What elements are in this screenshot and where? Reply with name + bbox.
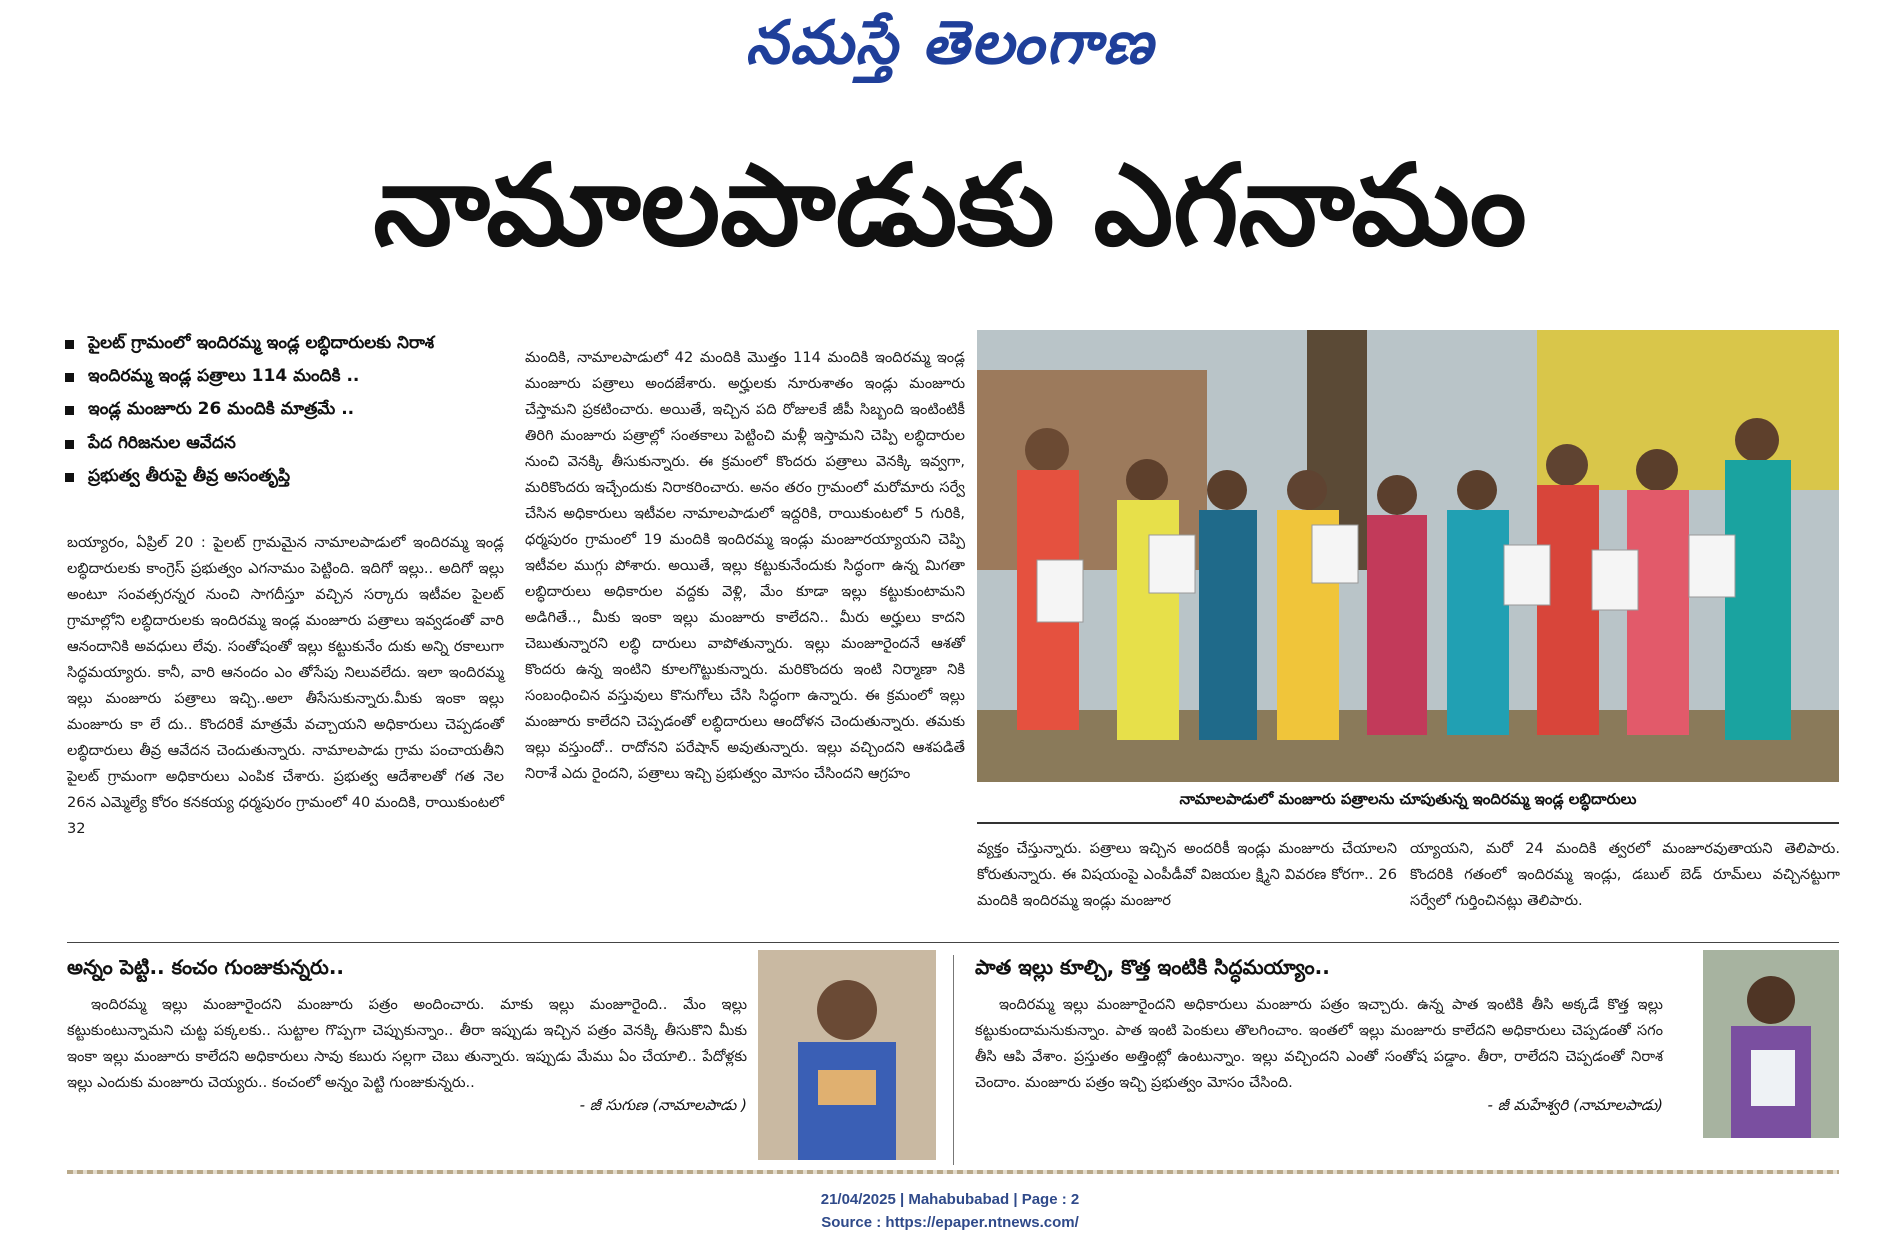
footer-strip <box>67 1170 1839 1174</box>
news-photo-beneficiaries <box>977 330 1839 782</box>
article-column-2: మందికి, నామాలపాడులో 42 మందికి మొత్తం 114 మందికి ఇందిరమ్మ ఇండ్ల మంజూరు పత్రాలు అందజేశారు. అర్హులకు నూరుశాతం ఇండ్లు మంజూరు చేస్తామని ప్రకటించారు. అయితే, ఇచ్చిన పది రోజులకే జీపీ సిబ్బంది ఇంటింటికీ తిరిగి మంజూరు పత్రాల్లో సంతకాలు పెట్టించి మళ్లీ ఇస్తామని చెప్పి లబ్ధిదారుల నుంచి వెనక్కి తీసుకున్నారు. ఈ క్రమంలో కొందరు పత్రాలు వెనక్కి ఇవ్వగా, మరికొందరు ఇచ్చేందుకు నిరాకరించారు. అనం తరం గ్రామంలో మరోమారు సర్వే చేసిన అధికారులు ఇటీవల నామాలపాడులో ఇద్దరికి, రాయికుంటలో 5 గురికి, ధర్మపురం గ్రామంలో 19 మందికి ఇందిరమ్మ ఇండ్లు మంజూరయ్యాయని చెప్పి ఇటీవల ముగ్గు పోశారు. అయితే, ఇల్లు కట్టుకునేందుకు సిద్ధంగా ఉన్న మిగతా లబ్ధిదారులు అధికారుల వద్దకు వెళ్లి, మేం కూడా ఇల్లు కట్టుకుంటామని అడిగితే.., మీకు ఇంకా ఇల్లు మంజూరు కాలేదని.. మీరు అర్హులు కాదని చెబుతున్నారని లబ్ధి దారులు వాపోతున్నారు. ఇల్లు మంజూరైందనే ఆశతో కొందరు ఉన్న ఇంటిని కూలగొట్టుకున్నారు. మరికొందరు ఇంటి నిర్మాణా నికి సంబంధించిన వస్తువులు కొనుగోలు చేసి సిద్ధంగా ఉన్నారు. ఈ క్రమంలో ఇల్లు మంజూరు కాలేదని చెప్పడంతో లబ్ధిదారులు ఆందోళన చెందుతున్నారు. తమకు ఇల్లు వస్తుందో.. రాదోనని పరేషాన్ అవుతున్నారు. ఇల్లు వచ్చిందని ఆశపడితే నిరాశే ఎదు రైందని, పత్రాలు ఇచ్చి ప్రభుత్వం మోసం చేసిందని ఆగ్రహం <box>525 349 965 782</box>
column-divider <box>953 955 954 1165</box>
main-headline: నామాలపాడుకు ఎగనామం <box>373 140 1527 271</box>
box-1-signature: - జీ సుగుణ (నామాలపాడు ) <box>579 1095 747 1114</box>
box-2-text: ఇందిరమ్మ ఇల్లు మంజూరైందని అధికారులు మంజూరు పత్రం ఇచ్చారు. ఉన్న పాత ఇంటికి తీసి అక్కడే కొత్త ఇల్లు కట్టుకుందామనుకున్నాం. పాత ఇంటి పెంకులు తొలగించాం. ఇంతలో ఇల్లు మంజూరు కాలేదని అధికారులు చెప్పడంతో సగం తీసి ఆపి వేశాం. ప్రస్తుతం అత్తింట్లో ఉంటున్నాం. ఇల్లు వచ్చిందని ఎంతో సంతోష పడ్డాం. తీరా, రాలేదని చెప్పడంతో నిరాశ చెందాం. మంజూరు పత్రం ఇచ్చి ప్రభుత్వం మోసం చేసింది. <box>975 996 1663 1091</box>
photo-caption: నామాలపాడులో మంజూరు పత్రాలను చూపుతున్న ఇందిరమ్మ ఇండ్ల లబ్ధిదారులు <box>1179 790 1637 808</box>
section-divider <box>67 942 1839 943</box>
box-2-title: పాత ఇల్లు కూల్చి, కొత్త ఇంటికి సిద్ధమయ్యాం.. <box>975 955 1330 979</box>
sidebar-box-2 <box>975 955 1663 1118</box>
footer <box>0 1188 1900 1235</box>
bullet-item: ఇందిరమ్మ ఇండ్ల పత్రాలు 114 మందికి .. <box>65 363 495 390</box>
footer-source-link[interactable]: Source : https://epaper.ntnews.com/ <box>821 1214 1079 1232</box>
article-column-3: వ్యక్తం చేస్తున్నారు. పత్రాలు ఇచ్చిన అందరికీ ఇండ్లు మంజూరు చేయాలని కోరుతున్నారు. ఈ విషయంపై ఎంపీడీవో విజయల క్ష్మిని వివరణ కోరగా.. 26 మందికి ఇందిరమ్మ ఇండ్లు మంజూర <box>977 840 1397 909</box>
box-2-signature: - జీ మహేశ్వరి (నామాలపాడు) <box>1487 1095 1663 1114</box>
box-1-text: ఇందిరమ్మ ఇల్లు మంజూరైందని మంజూరు పత్రం అందించారు. మాకు ఇల్లు మంజూరైంది.. మేం ఇల్లు కట్టుకుంటున్నామని చుట్ట పక్కలకు.. సుట్టాల గొప్పగా చెప్పుకున్నాం.. తీరా ఇప్పుడు ఇచ్చిన పత్రం వెనక్కి తీసుకొని మీకు ఇంకా ఇల్లు మంజూరు కాలేదని అధికారులు సావు కబురు సల్లగా చెబు తున్నారు. ఇప్పుడు మేము ఏం చేయాలి.. పేదోళ్లకు ఇల్లు ఎందుకు మంజూరు చెయ్యరు.. కంచంలో అన్నం పెట్టి గుంజుకున్నరు.. <box>67 996 747 1091</box>
portrait-photo-suguna <box>758 950 936 1160</box>
masthead-logo: నమస్తే తెలంగాణ <box>745 8 1155 78</box>
article-column-4: య్యాయని, మరో 24 మందికి త్వరలో మంజూరవుతాయని తెలిపారు. కొందరికి గతంలో ఇందిరమ్మ ఇండ్లు, డబుల్ బెడ్ రూమ్‌లు వచ్చినట్టుగా సర్వేలో గుర్తించినట్లు తెలిపారు. <box>1410 840 1840 909</box>
bullet-item: పేద గిరిజనుల ఆవేదన <box>65 430 495 457</box>
bullet-item: పైలట్ గ్రామంలో ఇందిరమ్మ ఇండ్ల లబ్ధిదారులకు నిరాశ <box>65 330 495 357</box>
box-1-title: అన్నం పెట్టి.. కంచం గుంజుకున్నరు.. <box>67 955 345 979</box>
caption-rule <box>977 822 1839 824</box>
portrait-photo-maheshwari <box>1703 950 1839 1138</box>
photo-illustration <box>977 330 1839 782</box>
sidebar-box-1 <box>67 955 747 1118</box>
footer-date-edition: 21/04/2025 | Mahabubabad | Page : 2 <box>820 1191 1080 1208</box>
article-column-1: బయ్యారం, ఏప్రిల్ 20 : పైలట్ గ్రామమైన నామాలపాడులో ఇందిరమ్మ ఇండ్ల లబ్ధిదారులకు కాంగ్రెస్ ప్రభుత్వం ఎగనామం పెట్టింది. ఇదిగో ఇల్లు.. అదిగో ఇల్లు అంటూ సంవత్సరన్నర నుంచి సాగదీస్తూ వచ్చిన సర్కారు ఇటీవల పైలట్ గ్రామాల్లోని లబ్ధిదారులకు ఇందిరమ్మ ఇండ్ల మంజూరు పత్రాలు ఇవ్వడంతో వారి ఆనందానికి అవధులు లేవు. సంతోషంతో ఇల్లు కట్టుకునేం దుకు అన్ని రకాలుగా సిద్ధమయ్యారు. కానీ, వారి ఆనందం ఎం తోసేపు నిలువలేదు. ఇలా ఇందిరమ్మ ఇల్లు మంజూరు పత్రాలు ఇచ్చి..అలా తీసేసుకున్నారు.మీకు ఇంకా ఇల్లు మంజూరు కా లే దు.. కొందరికే మాత్రమే వచ్చాయని అధికారులు చెప్పడంతో లబ్ధిదారులు తీవ్ర ఆవేదన చెందుతున్నారు. నామాలపాడు గ్రామ పంచాయతీని పైలట్ గ్రామంగా అధికారులు ఎంపిక చేశారు. ప్రభుత్వ ఆదేశాలతో గత నెల 26న ఎమ్మెల్యే కోరం కనకయ్య ధర్మపురం గ్రామంలో 40 మందికి, రాయికుంటలో 32 <box>67 534 504 837</box>
bullet-item: ఇండ్ల మంజూరు 26 మందికి మాత్రమే .. <box>65 396 495 423</box>
highlight-bullets <box>65 330 495 496</box>
bullet-item: ప్రభుత్వ తీరుపై తీవ్ర అసంతృప్తి <box>65 463 495 490</box>
